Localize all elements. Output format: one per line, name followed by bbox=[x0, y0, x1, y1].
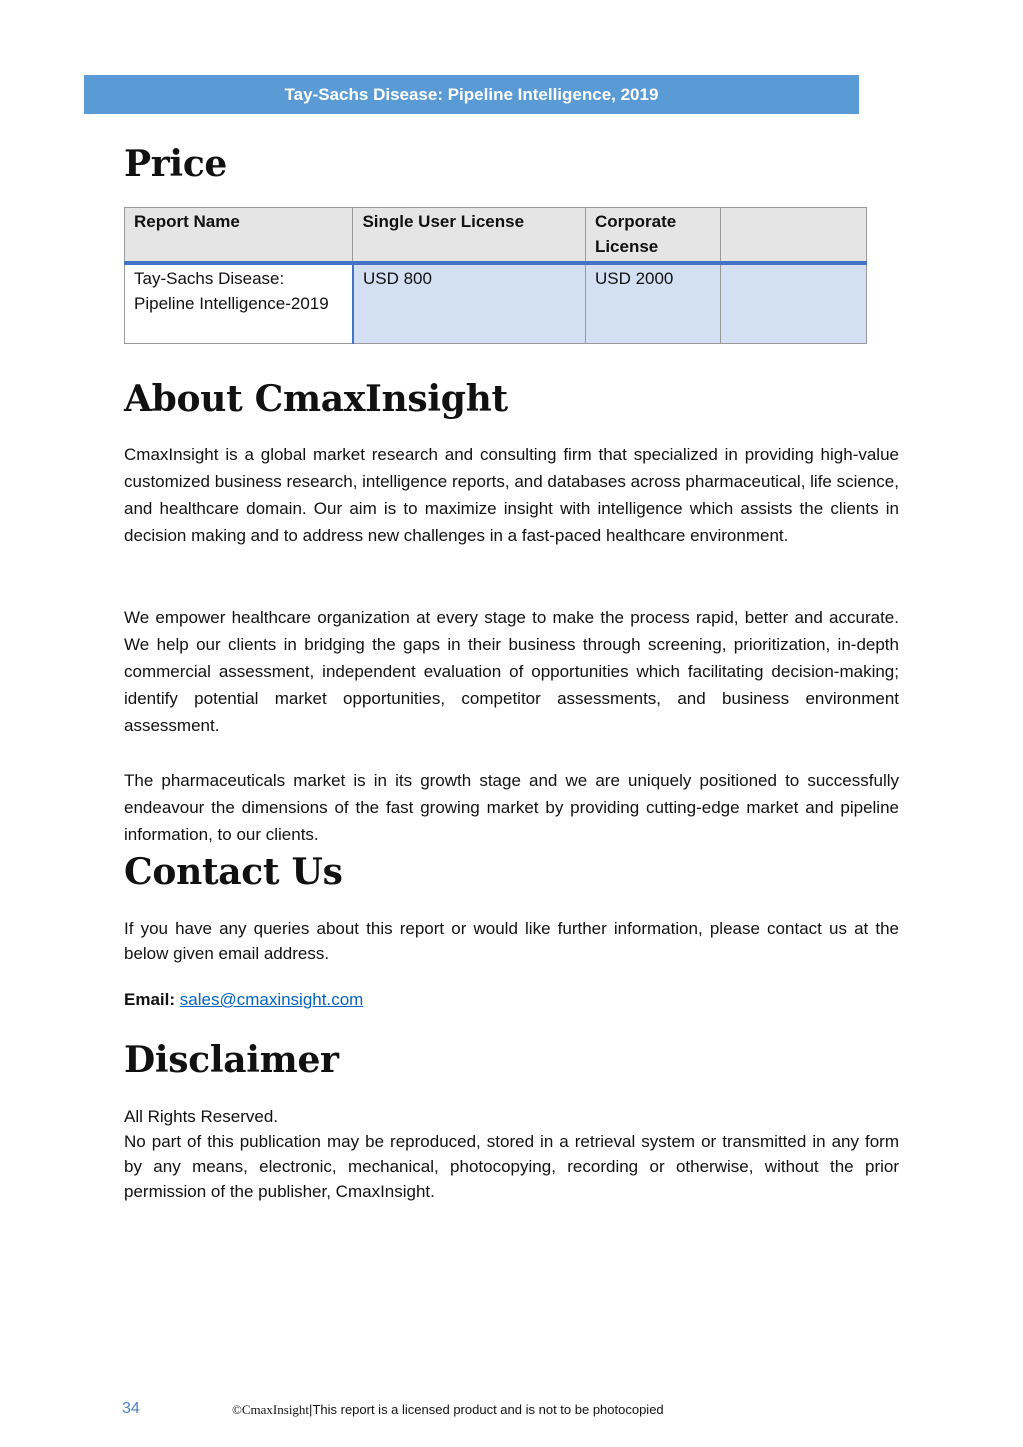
disclaimer-heading: Disclaimer bbox=[124, 1039, 339, 1081]
price-table bbox=[124, 207, 867, 344]
price-heading: Price bbox=[124, 143, 228, 185]
contact-text: If you have any queries about this report or would like further information, please contact us at the below given email address. bbox=[124, 919, 899, 963]
footer-separator: | bbox=[309, 1402, 313, 1417]
disclaimer-rights: All Rights Reserved. bbox=[124, 1107, 279, 1126]
about-paragraph-2: We empower healthcare organization at every stage to make the process rapid, better and accurate. We help our clients in bridging the gaps in their business through screening, prioritization, in-depth commercial assessment, independent evaluation of opportunities which facilitating decision-making; identify potential market opportunities, competitor assessments, and business environment assessment. bbox=[124, 608, 899, 735]
footer-note bbox=[232, 1402, 664, 1418]
footer-text: This report is a licensed product and is not to be photocopied bbox=[312, 1402, 664, 1417]
contact-heading: Contact Us bbox=[124, 851, 343, 893]
footer-brand: ©CmaxInsight bbox=[232, 1402, 310, 1417]
cell-single-user-price: USD 800 bbox=[353, 263, 586, 344]
price-table-header-row bbox=[125, 208, 867, 264]
about-paragraph-1: CmaxInsight is a global market research and consulting firm that specialized in providing high-value customized business research, intelligence reports, and databases across pharmaceutical, life science, and healthcare domain. Our aim is to maximize insight with intelligence which assists the clients in decision making and to address new challenges in a fast-paced healthcare environment. bbox=[124, 445, 899, 545]
email-label: Email: bbox=[124, 990, 176, 1009]
col-empty bbox=[721, 208, 867, 264]
col-corporate-license: Corporate License bbox=[585, 208, 720, 264]
cell-corporate-price: USD 2000 bbox=[585, 263, 720, 344]
header-banner: Tay-Sachs Disease: Pipeline Intelligence, 2019 bbox=[84, 75, 859, 114]
col-report-name: Report Name bbox=[125, 208, 353, 264]
col-single-user-license: Single User License bbox=[353, 208, 586, 264]
cell-empty bbox=[721, 263, 867, 344]
disclaimer-text: No part of this publication may be reproduced, stored in a retrieval system or transmitted in any form by any means, electronic, mechanical, photocopying, recording or otherwise, without the prior permission of the publisher, CmaxInsight. bbox=[124, 1132, 899, 1201]
table-row bbox=[125, 263, 867, 344]
email-line bbox=[124, 987, 363, 1012]
cell-report-name: Tay-Sachs Disease: Pipeline Intelligence-2019 bbox=[125, 263, 353, 344]
about-paragraph-3: The pharmaceuticals market is in its growth stage and we are uniquely positioned to successfully endeavour the dimensions of the fast growing market by providing cutting-edge market and pipeline information, to our clients. bbox=[124, 771, 899, 844]
about-heading: About CmaxInsight bbox=[124, 378, 508, 420]
page-number: 34 bbox=[122, 1400, 140, 1417]
email-link[interactable]: sales@cmaxinsight.com bbox=[179, 990, 364, 1009]
